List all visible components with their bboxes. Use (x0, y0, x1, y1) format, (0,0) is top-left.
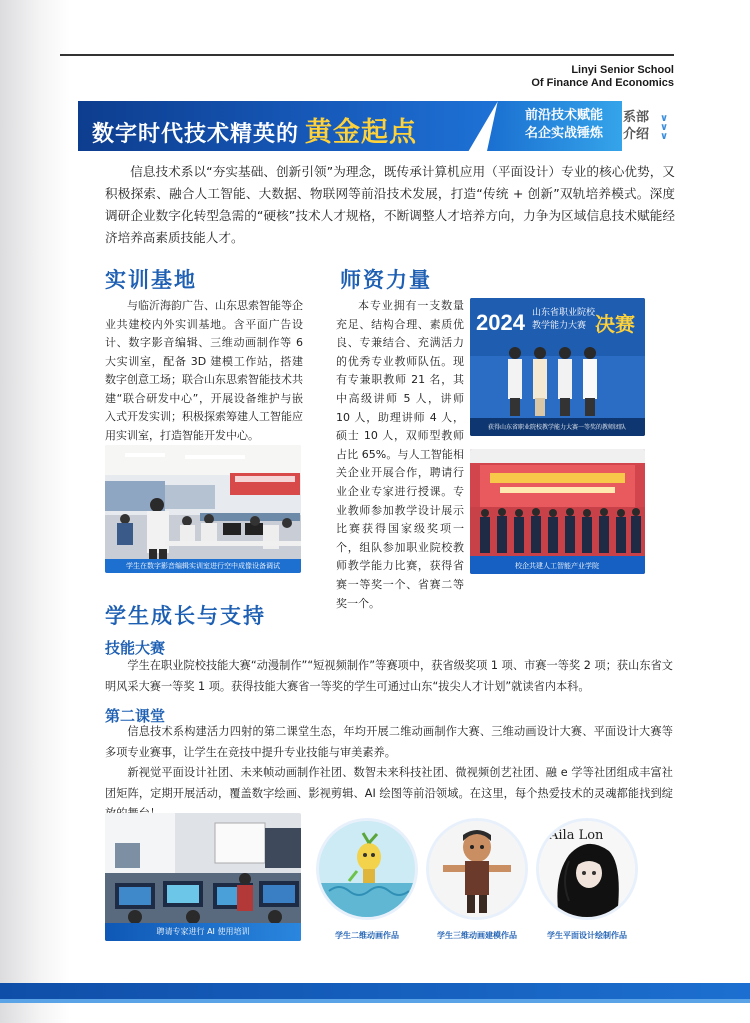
section-label-line2: 介绍 (623, 127, 650, 142)
section-label (623, 109, 649, 143)
skills-heading: 技能大赛 (105, 639, 166, 657)
graphic-design-illustration (539, 821, 635, 917)
training-base-heading: 实训基地 (105, 268, 197, 292)
industry-college-illustration (470, 449, 645, 574)
animation-3d-caption: 学生三维动画建模作品 (437, 931, 517, 940)
ai-training-illustration (105, 813, 301, 941)
award-team-photo (470, 298, 645, 436)
footer-bar (0, 983, 750, 999)
intro-paragraph: 信息技术系以“夯实基础、创新引领”为理念，既传承计算机应用（平面设计）专业的核心优势，又积极探索、融合人工智能、大数据、物联网等前沿技术发展，打造“传统 + 创新”双轨培养模式。深度调研企业数字化转型急需的“硬核”技术人才规格，不断调整人才培养方向，力争为区域信息技术赋能经济培养高素质技能人才。 (105, 164, 675, 245)
chevron-down-icon: ∨ ∨ ∨ (660, 113, 669, 142)
growth-heading: 学生成长与支持 (105, 604, 266, 628)
animation-3d-artwork (426, 818, 528, 920)
second-class-heading: 第二课堂 (105, 707, 166, 725)
page-title-highlight: 黄金起点 (305, 117, 418, 148)
animation-2d-illustration (319, 821, 415, 917)
training-lab-caption: 学生在数字影音编辑实训室进行空中成像设备调试 (105, 559, 301, 573)
training-base-text: 与临沂海韵广告、山东思索智能等企业共建校内外实训基地。含平面广告设计、数字影音编辑、三维动画制作等 6 大实训室，配备 3D 建模工作站，搭建数字创意工场；联合山东思索智能技术共建“联合研发中心”，开展设备维护与嵌入式开发实训；积极探索筹建人工智能应用实训室，打造智能开发中心。 (105, 299, 303, 442)
tagline-line2: 名企实战锤炼 (524, 126, 603, 141)
banner-line1-text: 山东省职业院校 (532, 308, 596, 318)
ai-training-photo (105, 813, 301, 941)
section-label-line1: 系部 (623, 110, 650, 125)
award-team-illustration (470, 298, 645, 436)
graphic-design-caption: 学生平面设计绘制作品 (547, 931, 627, 940)
faculty-text: 本专业拥有一支数量充足、结构合理、素质优良、专兼结合、充满活力的优秀专业教师队伍。现有专兼职教师 21 名，其中高级讲师 5 人，讲师 10 人，助理讲师 4 人，硕士 10 人，双师型教师占比 65%。与人工智能相关企业开展合作，聘请行业企业专家进行授课。专业教师参加教学设计展示比赛获得国家级奖项一个，组队参加职业院校教师教学能力比赛，获得省赛一等奖一个、省赛二等奖一个。 (336, 299, 464, 610)
school-name-line2: Of Finance And Economics (531, 77, 674, 89)
tagline (510, 107, 618, 143)
footer-accent (0, 999, 750, 1003)
second-class-text-2: 新视觉平面设计社团、未来帧动画制作社团、数智未来科技社团、微视频创艺社团、融 e 学等社团组成丰富社团矩阵，定期开展活动，覆盖数字绘画、影视剪辑、AI 绘图等前沿领域。在这里，每个热爱技术的灵魂都能找到绽 (105, 766, 673, 800)
animation-3d-illustration (429, 821, 525, 917)
animation-2d-caption: 学生二维动画作品 (335, 931, 399, 940)
animation-2d-artwork (316, 818, 418, 920)
banner-line2-text: 教学能力大赛 (532, 321, 587, 331)
ai-training-caption: 聘请专家进行 AI 使用培训 (105, 923, 301, 941)
school-name (531, 64, 674, 90)
top-rule (60, 54, 674, 56)
tagline-line1: 前沿技术赋能 (524, 108, 603, 123)
industry-college-photo (470, 449, 645, 574)
banner-word-text: 决赛 (595, 312, 635, 336)
school-name-line1: Linyi Senior School (571, 64, 674, 76)
training-lab-photo (105, 445, 301, 573)
skills-text: 学生在职业院校技能大赛“动漫制作”“短视频制作”等赛项中，获省级奖项 1 项、市赛一等奖 2 项；获山东省文明风采大赛一等奖 1 项。获得技能大赛省一等奖的学生可通过山东“拔尖人才计划”就读省内本科。 (105, 659, 673, 693)
second-class-text-1: 信息技术系构建活力四射的第二课堂生态，年均开展二维动画制作大赛、三维动画设计大赛、平面设计大赛等多项专业赛事，让学生在竞技中提升专业技能与审美素养。 (105, 725, 673, 759)
graphic-design-artwork (536, 818, 638, 920)
page-title-main: 数字时代技术精英的 (92, 122, 300, 147)
award-team-caption: 获得山东省职业院校教学能力大赛一等奖的教师团队 (487, 424, 627, 431)
training-lab-illustration (105, 445, 301, 573)
artwork-overlay-text: Aila Lon (549, 828, 604, 843)
industry-college-caption: 校企共建人工智能产业学院 (515, 562, 599, 570)
page-title (92, 110, 417, 149)
banner-year-text: 2024 (476, 310, 525, 335)
faculty-heading: 师资力量 (340, 268, 432, 292)
